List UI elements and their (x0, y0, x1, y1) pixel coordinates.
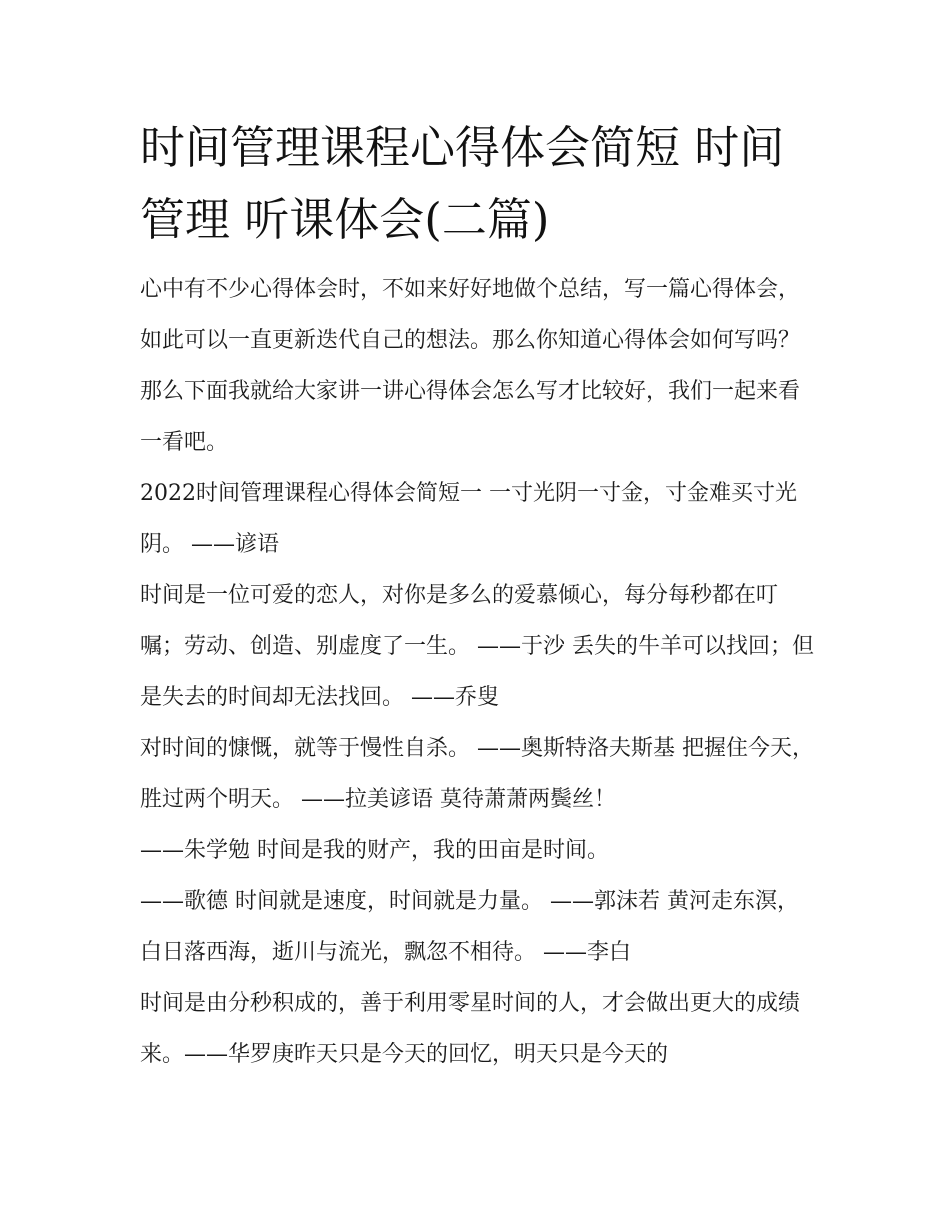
paragraph-section-heading: 2022时间管理课程心得体会简短一 一寸光阴一寸金，寸金难买寸光阴。 ——谚语 (140, 481, 797, 557)
paragraph-quote: ——朱学勉 时间是我的财产，我的田亩是时间。 (140, 838, 609, 863)
document-body (140, 112, 815, 1080)
paragraph-quote: 对时间的慷慨，就等于慢性自杀。 ——奥斯特洛夫斯基 把握住今天，胜过两个明天。 ——拉美谚语 莫待萧萧两鬓丝！ (140, 736, 814, 812)
paragraph-quote: ——歌德 时间就是速度，时间就是力量。 ——郭沫若 黄河走东溟，白日落西海，逝川与流光，飘忽不相待。 ——李白 (140, 889, 799, 965)
paragraph-quote: 时间是由分秒积成的，善于利用零星时间的人，才会做出更大的成绩来。——华罗庚昨天只是今天的回忆，明天只是今天的 (140, 991, 801, 1067)
paragraph-intro: 心中有不少心得体会时，不如来好好地做个总结，写一篇心得体会，如此可以一直更新迭代自己的想法。那么你知道心得体会如何写吗？那么下面我就给大家讲一讲心得体会怎么写才比较好，我们一起来看一看吧。 (140, 277, 801, 455)
paragraph-quote: 时间是一位可爱的恋人，对你是多么的爱慕倾心，每分每秒都在叮嘱；劳动、创造、别虚度了一生。 ——于沙 丢失的牛羊可以找回；但是失去的时间却无法找回。 ——乔叟 (140, 583, 814, 710)
document-title: 时间管理课程心得体会简短 时间管理 听课体会(二篇) (140, 121, 785, 246)
